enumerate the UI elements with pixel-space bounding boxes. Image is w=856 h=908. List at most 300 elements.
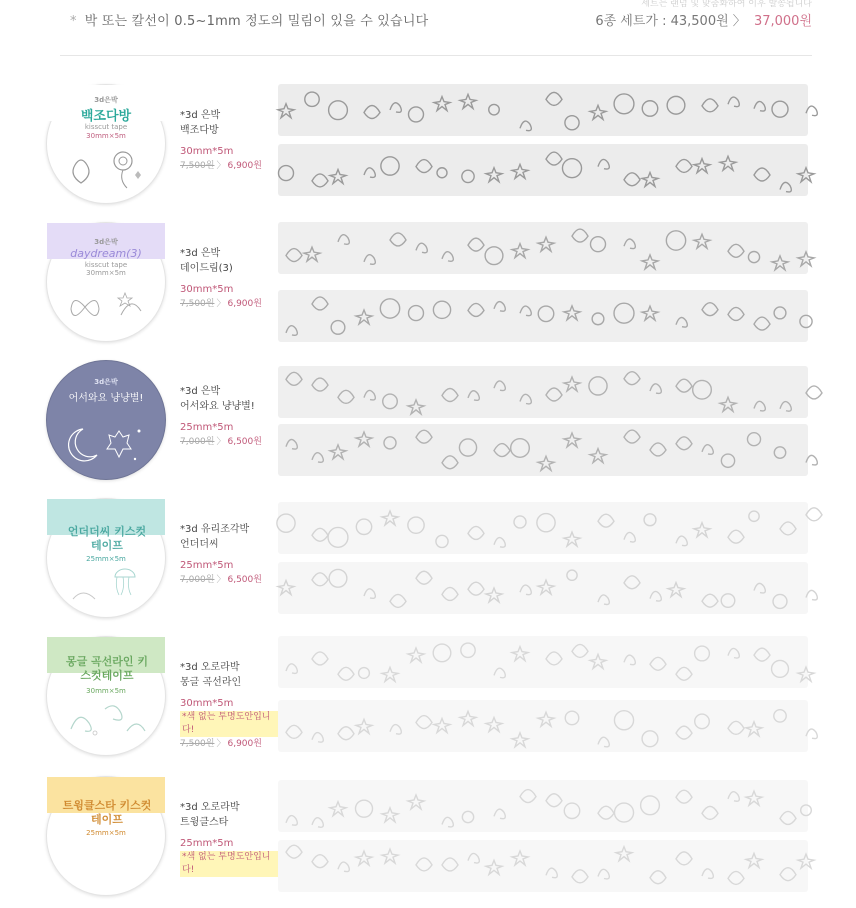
sticker-motif bbox=[537, 514, 555, 532]
sticker-motif bbox=[486, 168, 502, 182]
sticker-motif bbox=[489, 104, 500, 115]
tape-strip-preview bbox=[278, 562, 808, 614]
sticker-motif bbox=[780, 868, 796, 881]
sticker-motif bbox=[494, 809, 505, 819]
sticker-motif bbox=[754, 401, 765, 411]
sticker-motif bbox=[538, 580, 554, 594]
sticker-motif bbox=[459, 439, 476, 456]
sticker-motif bbox=[590, 449, 606, 463]
butterfly-icon bbox=[65, 285, 149, 329]
sticker-motif bbox=[746, 791, 762, 805]
sticker-motif bbox=[564, 306, 580, 320]
sticker-motif bbox=[668, 583, 684, 597]
foil-type: *3d 유리조각박 bbox=[180, 524, 250, 535]
price-arrow: 〉 bbox=[216, 299, 226, 309]
sticker-motif bbox=[780, 811, 796, 824]
sticker-motif bbox=[694, 159, 710, 173]
sticker-motif bbox=[286, 664, 297, 674]
tape-strip-preview bbox=[278, 840, 808, 892]
sticker-motif bbox=[364, 106, 380, 119]
sticker-motif bbox=[546, 868, 557, 878]
roll-size: 25mm×5m bbox=[86, 555, 126, 563]
sticker-motif bbox=[614, 303, 634, 323]
foil-type: *3d 은박 bbox=[180, 248, 221, 259]
sticker-motif bbox=[329, 101, 348, 120]
sticker-motif bbox=[416, 430, 432, 443]
sticker-motif bbox=[520, 121, 531, 131]
roll-subtitle: kisscut tape bbox=[84, 261, 128, 269]
sticker-motif bbox=[512, 244, 528, 258]
sticker-motif bbox=[746, 722, 762, 736]
tape-roll-image bbox=[46, 776, 166, 896]
sticker-motif bbox=[416, 858, 432, 871]
sticker-motif bbox=[512, 851, 528, 865]
sticker-motif bbox=[468, 238, 484, 251]
price-arrow: 〉 bbox=[216, 437, 226, 447]
sticker-motif bbox=[642, 255, 658, 269]
sticker-motif bbox=[694, 523, 710, 537]
product-size: 25mm*5m bbox=[180, 560, 234, 571]
sticker-motif bbox=[773, 594, 787, 608]
price-arrow: 〉 bbox=[216, 161, 226, 171]
roll-cap-text: 3d은박 bbox=[94, 96, 118, 104]
sticker-motif bbox=[359, 668, 370, 679]
tape-strip-preview bbox=[278, 502, 808, 554]
tape-roll-image bbox=[46, 498, 166, 618]
sticker-motif bbox=[286, 845, 302, 858]
roll-size: 30mm×5m bbox=[86, 687, 126, 695]
sticker-motif bbox=[328, 527, 348, 547]
sticker-motif bbox=[806, 386, 822, 399]
product-name: 백조다방 bbox=[180, 125, 219, 136]
sticker-motif bbox=[567, 570, 577, 580]
sticker-motif bbox=[486, 588, 502, 602]
sticker-motif bbox=[364, 390, 375, 400]
sticker-motif bbox=[409, 306, 424, 321]
sticker-motif bbox=[330, 169, 346, 183]
sticker-motif bbox=[278, 104, 294, 118]
sticker-motif bbox=[462, 170, 474, 182]
sticker-motif bbox=[641, 796, 660, 815]
tape-roll-image bbox=[46, 636, 166, 756]
sticker-motif bbox=[720, 156, 736, 170]
sticker-motif bbox=[728, 721, 744, 734]
sticker-motif bbox=[624, 173, 640, 186]
sticker-motif bbox=[728, 871, 744, 884]
sticker-motif bbox=[798, 667, 814, 681]
sticker-motif bbox=[546, 152, 562, 165]
sticker-motif bbox=[416, 160, 432, 173]
roll-size: 25mm×5m bbox=[86, 829, 126, 837]
sticker-motif bbox=[720, 397, 736, 411]
sticker-motif bbox=[511, 439, 530, 458]
sticker-motif bbox=[798, 854, 814, 868]
sticker-motif bbox=[278, 581, 294, 595]
sticker-motif bbox=[728, 307, 744, 320]
sticker-motif bbox=[330, 802, 346, 816]
sticker-motif bbox=[329, 569, 347, 587]
misalignment-notice bbox=[70, 10, 428, 29]
sticker-motif bbox=[436, 535, 448, 547]
sticker-motif bbox=[486, 860, 502, 874]
sticker-motif bbox=[721, 454, 734, 467]
sticker-motif bbox=[774, 307, 786, 319]
sticker-motif bbox=[598, 869, 609, 879]
sticker-motif bbox=[676, 159, 692, 172]
sticker-motif bbox=[650, 443, 666, 456]
sticker-motif bbox=[520, 306, 531, 316]
price-arrow: 〉 bbox=[216, 575, 226, 585]
sticker-pattern bbox=[278, 222, 808, 274]
sticker-motif bbox=[642, 306, 658, 320]
sticker-motif bbox=[278, 166, 293, 181]
sticker-motif bbox=[512, 647, 528, 661]
original-price: 7,000원 bbox=[180, 437, 215, 447]
sticker-motif bbox=[468, 582, 484, 595]
sticker-motif bbox=[590, 105, 606, 119]
tape-strip-preview bbox=[278, 366, 808, 418]
sticker-motif bbox=[624, 239, 635, 249]
roll-cap-text: 3d은박 bbox=[94, 238, 118, 246]
page-header bbox=[0, 0, 856, 40]
sticker-pattern bbox=[278, 562, 808, 614]
sticker-motif bbox=[721, 594, 735, 608]
sticker-motif bbox=[702, 869, 713, 879]
sticker-motif bbox=[754, 168, 770, 181]
sticker-motif bbox=[650, 384, 661, 394]
sticker-motif bbox=[572, 229, 588, 242]
transparent-design-note: *색 없는 투명도안입니다! bbox=[180, 711, 280, 737]
sticker-motif bbox=[806, 106, 817, 116]
price-line bbox=[180, 573, 280, 588]
sticker-pattern bbox=[278, 700, 808, 752]
product-row bbox=[0, 360, 856, 492]
sale-price: 6,900원 bbox=[227, 299, 262, 309]
sticker-motif bbox=[806, 455, 817, 465]
sticker-motif bbox=[330, 445, 346, 459]
roll-cap-text: 3d은박 bbox=[94, 378, 118, 386]
sticker-motif bbox=[364, 168, 375, 178]
sticker-motif bbox=[434, 97, 450, 111]
sticker-motif bbox=[748, 251, 759, 262]
original-price: 7,500원 bbox=[180, 161, 215, 171]
sticker-motif bbox=[442, 456, 458, 469]
sticker-motif bbox=[754, 583, 765, 593]
jellyfish-icon bbox=[65, 569, 149, 613]
sticker-motif bbox=[520, 790, 536, 803]
sticker-motif bbox=[382, 849, 398, 863]
product-size: 25mm*5m bbox=[180, 838, 234, 849]
sticker-motif bbox=[676, 318, 687, 328]
sticker-motif bbox=[433, 644, 451, 662]
sticker-motif bbox=[546, 388, 562, 401]
sticker-motif bbox=[312, 652, 328, 665]
sticker-motif bbox=[564, 532, 580, 546]
sticker-motif bbox=[676, 437, 692, 450]
set-price-arrow: 〉 bbox=[732, 14, 746, 29]
sticker-motif bbox=[676, 790, 692, 803]
sticker-motif bbox=[538, 456, 554, 470]
tape-roll-image bbox=[46, 360, 166, 480]
sale-price: 6,900원 bbox=[227, 739, 262, 749]
sticker-motif bbox=[806, 729, 817, 739]
sticker-motif bbox=[286, 249, 302, 262]
sticker-motif bbox=[286, 816, 297, 826]
sticker-motif bbox=[728, 792, 739, 802]
sticker-motif bbox=[312, 818, 323, 828]
sticker-motif bbox=[461, 643, 475, 657]
sticker-motif bbox=[592, 313, 604, 325]
sticker-pattern bbox=[278, 424, 808, 476]
sticker-motif bbox=[442, 587, 458, 600]
sticker-motif bbox=[468, 303, 484, 316]
sticker-motif bbox=[356, 851, 372, 865]
sticker-motif bbox=[286, 440, 297, 450]
sticker-motif bbox=[702, 445, 713, 455]
roll-subtitle: kisscut tape bbox=[84, 123, 128, 131]
sticker-motif bbox=[693, 380, 712, 399]
sticker-motif bbox=[416, 716, 432, 729]
sticker-motif bbox=[624, 372, 640, 385]
product-name: 언더더씨 bbox=[180, 539, 219, 550]
roll-title: daydream(3) bbox=[70, 247, 142, 260]
roll-size: 30mm×5m bbox=[86, 132, 126, 140]
sticker-motif bbox=[642, 731, 658, 747]
sticker-motif bbox=[624, 655, 635, 665]
sticker-motif bbox=[702, 303, 718, 316]
sticker-motif bbox=[442, 858, 458, 871]
price-line bbox=[180, 297, 280, 312]
sticker-motif bbox=[384, 437, 396, 449]
sticker-motif bbox=[642, 172, 658, 186]
sticker-motif bbox=[590, 654, 606, 668]
sticker-motif bbox=[780, 522, 796, 535]
roll-title: 어서와요 냥냥별! bbox=[68, 393, 144, 404]
sticker-motif bbox=[286, 372, 302, 385]
sticker-motif bbox=[408, 517, 424, 533]
sticker-motif bbox=[356, 432, 372, 446]
sticker-pattern bbox=[278, 290, 808, 342]
product-name: 트윙클스타 bbox=[180, 817, 229, 828]
original-price: 7,000원 bbox=[180, 575, 215, 585]
sticker-motif bbox=[494, 668, 505, 678]
set-note-faint: 세트는 랜덤 및 맞춤화하여 이후 발송됩니다 bbox=[641, 0, 812, 9]
sticker-motif bbox=[728, 648, 739, 658]
sticker-motif bbox=[572, 644, 588, 657]
sticker-motif bbox=[468, 391, 479, 401]
tape-strip-preview bbox=[278, 780, 808, 832]
sticker-motif bbox=[798, 252, 814, 266]
sticker-pattern bbox=[278, 840, 808, 892]
price-line bbox=[180, 737, 280, 752]
sticker-motif bbox=[598, 806, 614, 819]
sticker-motif bbox=[780, 182, 791, 192]
sticker-motif bbox=[598, 595, 609, 605]
sticker-motif bbox=[460, 711, 476, 725]
sticker-motif bbox=[305, 92, 319, 106]
sticker-motif bbox=[642, 101, 657, 116]
sticker-pattern bbox=[278, 366, 808, 418]
sticker-motif bbox=[434, 718, 450, 732]
sticker-motif bbox=[695, 646, 710, 661]
sticker-motif bbox=[667, 96, 685, 114]
sticker-motif bbox=[728, 97, 739, 107]
sticker-motif bbox=[572, 870, 588, 883]
sticker-motif bbox=[754, 648, 770, 661]
sticker-motif bbox=[381, 157, 399, 175]
sticker-motif bbox=[382, 808, 398, 822]
sticker-motif bbox=[442, 252, 453, 262]
sticker-motif bbox=[614, 803, 633, 822]
product-row bbox=[0, 84, 856, 216]
sticker-motif bbox=[494, 381, 505, 391]
sticker-motif bbox=[565, 711, 579, 725]
sticker-motif bbox=[774, 710, 786, 722]
sticker-motif bbox=[676, 726, 692, 739]
sticker-motif bbox=[390, 594, 406, 607]
sticker-motif bbox=[460, 94, 476, 108]
sticker-motif bbox=[277, 514, 295, 532]
original-price: 7,500원 bbox=[180, 299, 215, 309]
sticker-motif bbox=[380, 299, 399, 318]
set-price-label: 6종 세트가 : 43,500원 bbox=[595, 14, 729, 29]
sticker-motif bbox=[416, 243, 427, 253]
sticker-motif bbox=[338, 390, 354, 403]
product-info bbox=[180, 246, 280, 312]
sticker-motif bbox=[538, 306, 554, 322]
sticker-motif bbox=[383, 394, 398, 409]
foil-type: *3d 은박 bbox=[180, 386, 221, 397]
original-price: 7,500원 bbox=[180, 739, 215, 749]
sticker-motif bbox=[676, 852, 692, 865]
sticker-motif bbox=[650, 657, 666, 670]
sticker-motif bbox=[702, 806, 718, 819]
sticker-motif bbox=[747, 433, 760, 446]
sticker-motif bbox=[331, 321, 345, 335]
sale-price: 6,500원 bbox=[227, 575, 262, 585]
tape-strip-preview bbox=[278, 700, 808, 752]
tape-roll-image bbox=[46, 84, 166, 204]
sticker-motif bbox=[364, 589, 375, 599]
sticker-motif bbox=[772, 256, 788, 270]
sticker-motif bbox=[286, 326, 297, 336]
product-size: 30mm*5m bbox=[180, 284, 234, 295]
tape-strip-preview bbox=[278, 84, 808, 136]
sticker-motif bbox=[694, 234, 710, 248]
sticker-motif bbox=[512, 733, 528, 747]
sticker-motif bbox=[442, 817, 453, 827]
sticker-motif bbox=[520, 394, 531, 404]
swirl-icon bbox=[65, 699, 149, 743]
sticker-motif bbox=[676, 379, 692, 392]
tape-strip-preview bbox=[278, 144, 808, 196]
product-name: 어서와요 냥냥별! bbox=[180, 401, 255, 412]
sticker-motif bbox=[356, 719, 372, 733]
foil-type: *3d 은박 bbox=[180, 110, 221, 121]
product-row bbox=[0, 222, 856, 354]
product-info bbox=[180, 108, 280, 174]
sticker-motif bbox=[312, 733, 323, 743]
price-arrow: 〉 bbox=[216, 739, 226, 749]
sticker-motif bbox=[616, 847, 632, 861]
sticker-motif bbox=[364, 255, 375, 265]
sticker-motif bbox=[590, 237, 605, 252]
set-price-final: 37,000원 bbox=[753, 14, 812, 29]
product-info bbox=[180, 800, 280, 877]
sticker-motif bbox=[520, 585, 531, 595]
sticker-motif bbox=[728, 530, 744, 543]
sticker-motif bbox=[546, 92, 562, 105]
sticker-motif bbox=[772, 101, 788, 117]
sticker-motif bbox=[564, 433, 580, 447]
product-info bbox=[180, 660, 280, 752]
sticker-motif bbox=[676, 667, 692, 680]
sticker-motif bbox=[728, 244, 744, 257]
sticker-motif bbox=[468, 526, 484, 539]
sticker-pattern bbox=[278, 780, 808, 832]
sticker-motif bbox=[546, 652, 562, 665]
sticker-motif bbox=[408, 648, 424, 662]
sticker-motif bbox=[650, 591, 661, 601]
sticker-motif bbox=[486, 717, 502, 731]
notice-star: * bbox=[70, 14, 77, 29]
sticker-motif bbox=[806, 590, 817, 600]
product-info bbox=[180, 522, 280, 588]
sticker-motif bbox=[382, 511, 398, 525]
sticker-motif bbox=[312, 453, 323, 463]
sticker-motif bbox=[312, 573, 328, 586]
roll-size: 30mm×5m bbox=[86, 269, 126, 277]
sticker-motif bbox=[695, 714, 710, 729]
sticker-pattern bbox=[278, 84, 808, 136]
roll-title: 트윙클스타 키스컷테이프 bbox=[62, 799, 152, 826]
sticker-motif bbox=[356, 310, 372, 324]
sticker-motif bbox=[338, 862, 349, 872]
foil-type: *3d 오로라박 bbox=[180, 662, 240, 673]
sticker-motif bbox=[409, 107, 424, 122]
sticker-motif bbox=[676, 536, 687, 546]
sticker-motif bbox=[390, 103, 401, 113]
tape-roll-image bbox=[46, 222, 166, 342]
price-line bbox=[180, 159, 280, 174]
sticker-motif bbox=[494, 302, 505, 312]
sticker-motif bbox=[538, 712, 554, 726]
sticker-motif bbox=[494, 538, 505, 548]
sticker-motif bbox=[462, 811, 473, 822]
sticker-motif bbox=[390, 725, 401, 735]
sticker-motif bbox=[624, 576, 640, 589]
tape-strip-preview bbox=[278, 222, 808, 274]
product-size: 30mm*5m bbox=[180, 698, 234, 709]
product-row bbox=[0, 636, 856, 768]
tape-strip-preview bbox=[278, 424, 808, 476]
product-row bbox=[0, 776, 856, 908]
product-row bbox=[0, 498, 856, 630]
sticker-motif bbox=[565, 116, 579, 130]
sticker-motif bbox=[774, 447, 785, 458]
sticker-motif bbox=[433, 301, 450, 318]
sticker-motif bbox=[312, 378, 328, 391]
sticker-motif bbox=[338, 727, 354, 740]
sticker-motif bbox=[312, 855, 328, 868]
sticker-motif bbox=[798, 168, 814, 182]
tape-strip-preview bbox=[278, 636, 808, 688]
header-divider bbox=[60, 55, 812, 56]
sticker-motif bbox=[514, 516, 526, 528]
product-name: 몽글 곡선라인 bbox=[180, 677, 242, 688]
sticker-motif bbox=[437, 168, 447, 178]
price-line bbox=[180, 435, 280, 450]
